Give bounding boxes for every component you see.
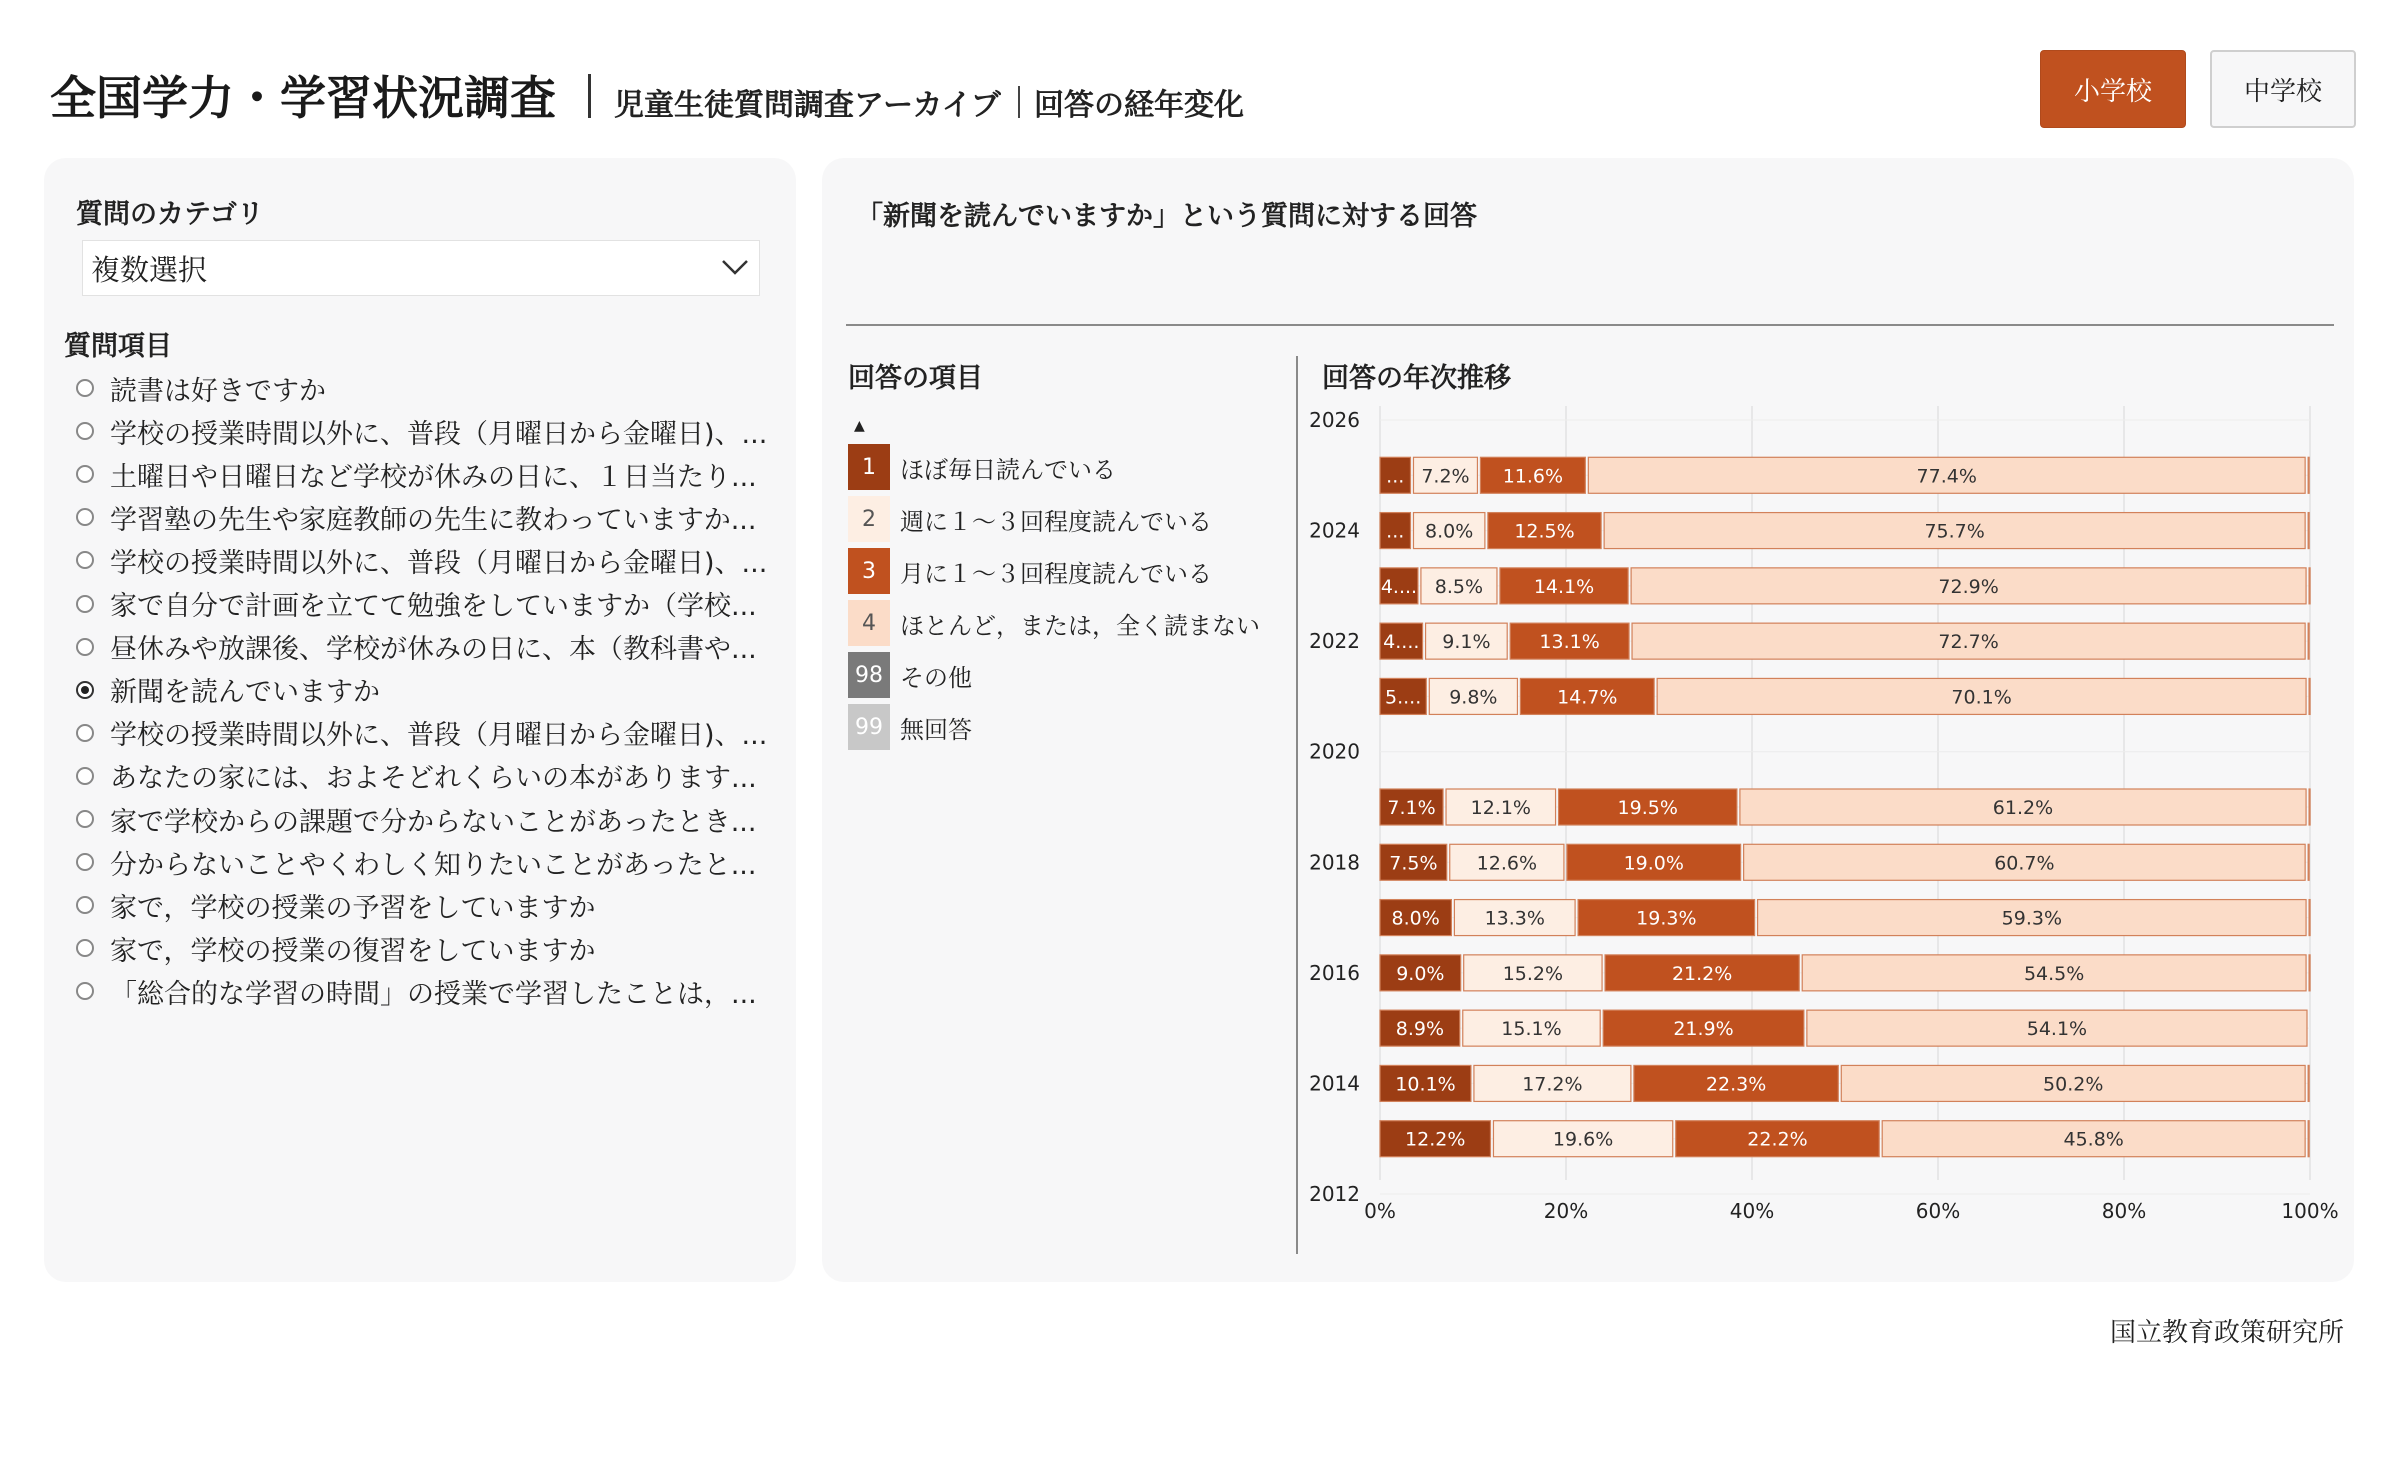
y-tick-label: 2016 — [1309, 960, 1360, 985]
legend-item — [848, 600, 1260, 646]
bar-data-label: 12.6% — [1476, 852, 1538, 875]
radio-icon[interactable] — [76, 939, 94, 957]
bar-data-label: 5.... — [1385, 686, 1422, 709]
bar-data-label: 14.1% — [1533, 575, 1595, 598]
question-item[interactable] — [76, 928, 776, 968]
radio-icon[interactable] — [76, 595, 94, 613]
x-tick-label: 20% — [1543, 1199, 1589, 1223]
bar-data-label: 77.4% — [1916, 465, 1977, 488]
question-item-label: 土曜日や日曜日など学校が休みの日に、１日当たり... — [110, 461, 757, 493]
bar-data-label: 13.1% — [1539, 631, 1600, 654]
radio-icon[interactable] — [76, 379, 94, 397]
junior-high-school-button[interactable]: 中学校 — [2210, 50, 2356, 128]
bar-data-label: 60.7% — [1994, 852, 2055, 875]
question-title: 「新聞を読んでいますか」という質問に対する回答 — [856, 201, 1477, 232]
bar-segment — [2308, 513, 2309, 549]
bar-segment — [2309, 789, 2310, 825]
question-item-label: あなたの家には、およそどれくらいの本があります... — [110, 763, 757, 795]
chevron-down-icon[interactable] — [720, 252, 750, 282]
y-tick-label: 2014 — [1309, 1071, 1360, 1096]
page-subtitle: 児童生徒質問調査アーカイブ — [614, 88, 1001, 123]
bar-data-label: 12.1% — [1470, 797, 1531, 819]
bar-data-label: 21.2% — [1671, 962, 1733, 985]
question-item[interactable] — [76, 799, 776, 839]
legend-swatch: 98 — [848, 652, 890, 698]
question-item-label: 学校の授業時間以外に、普段（月曜日から金曜日)、... — [110, 720, 768, 752]
bar-data-label: 22.3% — [1705, 1073, 1767, 1096]
question-item-label: 昼休みや放課後、学校が休みの日に、本（教科書や... — [110, 634, 757, 666]
question-item-label: 学校の授業時間以外に、普段（月曜日から金曜日)、... — [110, 418, 768, 450]
radio-icon[interactable] — [76, 422, 94, 440]
question-item[interactable] — [76, 670, 776, 710]
bar-segment — [2309, 568, 2310, 604]
question-item-label: 家で自分で計画を立てて勉強をしていますか（学校... — [110, 591, 757, 622]
footer-organization: 国立教育政策研究所 — [2110, 1318, 2345, 1348]
bar-segment — [2308, 1121, 2309, 1157]
chart-title: 回答の年次推移 — [1322, 363, 1511, 394]
legend-swatch: 2 — [848, 496, 890, 542]
radio-icon[interactable] — [76, 810, 94, 828]
radio-icon[interactable] — [76, 508, 94, 526]
legend-item — [848, 652, 972, 698]
page-title: 全国学力・学習状況調査 — [50, 71, 556, 125]
category-select[interactable] — [82, 240, 760, 296]
question-item-label: 学習塾の先生や家庭教師の先生に教わっていますか... — [110, 504, 757, 536]
legend-label: ほとんど，または，全く読まない — [900, 611, 1260, 640]
y-tick-label: 2022 — [1309, 629, 1360, 654]
page-subtitle-2: 回答の経年変化 — [1034, 88, 1244, 123]
category-select-value: 複数選択 — [91, 252, 208, 287]
divider — [846, 324, 2334, 326]
question-item-label: 読書は好きですか — [110, 375, 326, 407]
question-item[interactable] — [76, 971, 776, 1011]
bar-data-label: 11.6% — [1502, 465, 1564, 488]
radio-icon[interactable] — [76, 681, 94, 699]
legend-swatch: 3 — [848, 548, 890, 594]
bar-data-label: 12.2% — [1405, 1128, 1466, 1151]
bar-data-label: 15.2% — [1502, 962, 1564, 985]
bar-data-label: ... — [1386, 520, 1405, 543]
bar-data-label: 21.9% — [1673, 1018, 1734, 1041]
legend-label: ほぼ毎日読んでいる — [900, 455, 1116, 484]
question-item-label: 学校の授業時間以外に、普段（月曜日から金曜日)、... — [110, 547, 768, 579]
radio-icon[interactable] — [76, 465, 94, 483]
x-tick-label: 40% — [1729, 1199, 1775, 1223]
bar-segment — [2309, 955, 2310, 991]
bar-data-label: 72.7% — [1938, 631, 1999, 654]
legend-swatch: 1 — [848, 444, 890, 490]
question-item-label: 「総合的な学習の時間」の授業で学習したことは，... — [110, 978, 757, 1010]
x-tick-label: 100% — [2281, 1199, 2339, 1223]
bar-segment — [2308, 623, 2309, 659]
y-tick-label: 2018 — [1309, 850, 1360, 875]
question-items-label: 質問項目 — [64, 331, 172, 362]
bar-segment — [2308, 457, 2309, 493]
question-item[interactable] — [76, 885, 776, 925]
legend-swatch: 99 — [848, 704, 890, 750]
legend-title: 回答の項目 — [848, 363, 983, 394]
bar-data-label: 8.5% — [1434, 575, 1484, 598]
bar-data-label: 19.0% — [1623, 852, 1684, 875]
y-tick-label: 2020 — [1309, 739, 1360, 764]
bar-data-label: 9.8% — [1449, 686, 1498, 709]
bar-data-label: 72.9% — [1938, 575, 1999, 598]
radio-icon[interactable] — [76, 551, 94, 569]
bar-data-label: 19.3% — [1636, 907, 1697, 930]
radio-icon[interactable] — [76, 896, 94, 914]
question-item-label: 家で学校からの課題で分からないことがあったとき... — [110, 806, 757, 838]
question-item[interactable] — [76, 368, 776, 408]
bar-data-label: 9.0% — [1396, 962, 1445, 985]
bar-segment — [2308, 1065, 2309, 1101]
bar-data-label: 45.8% — [2063, 1128, 2124, 1151]
bar-data-label: 70.1% — [1951, 686, 2012, 709]
y-tick-label: 2024 — [1309, 518, 1360, 543]
bar-data-label: 22.2% — [1747, 1128, 1808, 1151]
x-tick-label: 0% — [1364, 1199, 1396, 1223]
title-divider — [588, 74, 591, 118]
stacked-bar-chart — [1300, 390, 2350, 1270]
bar-data-label: 7.2% — [1421, 465, 1470, 488]
bar-data-label: 7.1% — [1387, 797, 1436, 819]
bar-data-label: 50.2% — [2043, 1073, 2104, 1096]
bar-data-label: 8.0% — [1391, 907, 1440, 930]
y-tick-label: 2012 — [1309, 1182, 1360, 1206]
divider-vertical — [1296, 356, 1298, 1254]
title-divider-small — [1018, 86, 1020, 118]
bar-data-label: 54.1% — [2026, 1018, 2088, 1041]
bar-data-label: 59.3% — [2001, 907, 2063, 930]
legend-label: 月に１～３回程度読んでいる — [900, 559, 1212, 588]
bar-data-label: 4.... — [1383, 631, 1420, 654]
bar-data-label: 8.0% — [1425, 520, 1474, 543]
bar-segment — [2309, 900, 2310, 936]
bar-data-label: 12.5% — [1514, 520, 1575, 543]
bar-segment — [2309, 678, 2310, 714]
bar-data-label: 13.3% — [1484, 907, 1545, 930]
bar-data-label: 61.2% — [1992, 797, 2054, 819]
sort-caret-icon[interactable]: ▲ — [854, 418, 865, 434]
question-item[interactable] — [76, 842, 776, 882]
bar-data-label: 10.1% — [1395, 1073, 1456, 1096]
bar-data-label: 4.... — [1380, 575, 1418, 598]
legend-label: 無回答 — [900, 715, 972, 744]
bar-data-label: 14.7% — [1557, 686, 1618, 709]
radio-icon[interactable] — [76, 853, 94, 871]
bar-data-label: 7.5% — [1389, 852, 1438, 875]
bar-data-label: 17.2% — [1522, 1073, 1583, 1096]
bar-data-label: 54.5% — [2023, 962, 2085, 985]
bar-data-label: 8.9% — [1395, 1018, 1445, 1041]
x-tick-label: 60% — [1915, 1199, 1961, 1223]
radio-icon[interactable] — [76, 638, 94, 656]
category-label: 質問のカテゴリ — [76, 199, 264, 230]
legend-item — [848, 496, 1212, 542]
bar-data-label: ... — [1386, 465, 1405, 488]
question-item-label: 家で，学校の授業の復習をしていますか — [110, 935, 596, 967]
y-tick-label: 2026 — [1309, 408, 1360, 432]
legend-label: 週に１～３回程度読んでいる — [900, 507, 1212, 536]
question-item[interactable] — [76, 540, 776, 580]
legend-item — [848, 548, 1212, 594]
bar-data-label: 19.6% — [1552, 1128, 1614, 1151]
bar-data-label: 9.1% — [1442, 631, 1491, 654]
radio-icon[interactable] — [76, 767, 94, 785]
elementary-school-button[interactable]: 小学校 — [2040, 50, 2186, 128]
bar-data-label: 19.5% — [1617, 797, 1678, 819]
bar-data-label: 75.7% — [1924, 520, 1985, 543]
legend-item — [848, 444, 1116, 490]
bar-segment — [2308, 844, 2309, 880]
radio-icon[interactable] — [76, 982, 94, 1000]
question-item-label: 家で，学校の授業の予習をしていますか — [110, 892, 596, 924]
bar-data-label: 15.1% — [1501, 1018, 1562, 1041]
question-item[interactable] — [76, 454, 776, 494]
question-item[interactable] — [76, 756, 776, 796]
question-item[interactable] — [76, 713, 776, 753]
legend-label: その他 — [900, 663, 972, 692]
question-item[interactable] — [76, 584, 776, 624]
question-item-label: 分からないことやくわしく知りたいことがあったと... — [110, 849, 757, 881]
question-item[interactable] — [76, 497, 776, 537]
question-item[interactable] — [76, 411, 776, 451]
legend-swatch: 4 — [848, 600, 890, 646]
question-item-label: 新聞を読んでいますか — [110, 677, 380, 709]
x-tick-label: 80% — [2101, 1199, 2147, 1223]
radio-icon[interactable] — [76, 724, 94, 742]
legend-item — [848, 704, 972, 750]
question-item[interactable] — [76, 627, 776, 667]
